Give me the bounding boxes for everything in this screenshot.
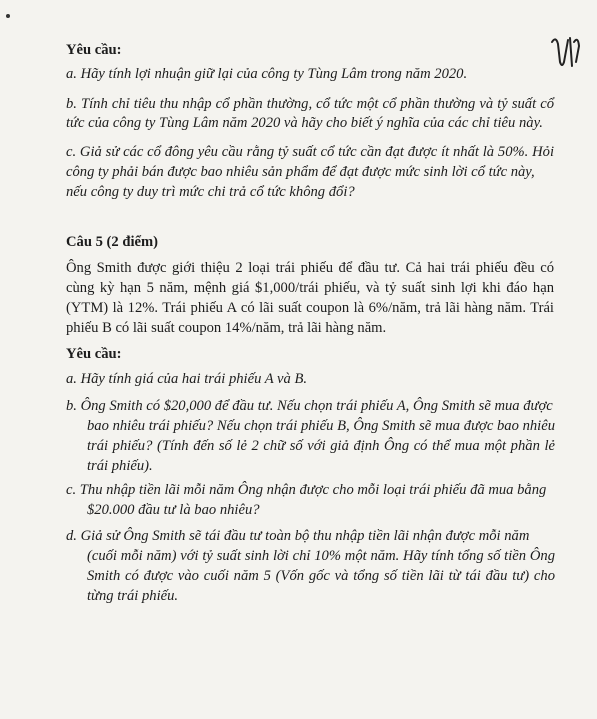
top-item-a: a. Hãy tính lợi nhuận giữ lại của công ty Tùng Lâm trong năm 2020. bbox=[66, 66, 468, 82]
q5-paragraph-line2: cùng kỳ hạn 5 năm, mệnh giá $1,000/trái phiếu, và tỷ suất sinh lợi khi đáo hạn bbox=[66, 280, 554, 296]
top-item-c-line1: c. Giả sử các cổ đông yêu cầu rằng tỷ suất cổ tức cần đạt được ít nhất là 50%. Hỏi bbox=[66, 144, 554, 160]
q5-item-b-line4: trái phiếu). bbox=[87, 458, 153, 474]
q5-heading: Yêu cầu: bbox=[66, 346, 122, 362]
top-item-b-line2: tức của công ty Tùng Lâm năm 2020 và hãy cho biết ý nghĩa của các chỉ tiêu này. bbox=[66, 115, 543, 131]
q5-item-c-line1: c. Thu nhập tiền lãi mỗi năm Ông nhận được cho mỗi loại trái phiếu đã mua bằng bbox=[66, 482, 547, 498]
question-5-title: Câu 5 (2 điểm) bbox=[66, 234, 159, 250]
q5-paragraph-line4: phiếu B có lãi suất coupon 14%/năm, trả lãi hàng năm. bbox=[66, 320, 387, 336]
q5-item-b-line2: bao nhiêu trái phiếu? Nếu chọn trái phiếu B, Ông Smith sẽ mua được bao nhiêu bbox=[87, 418, 555, 434]
top-item-c-line2: công ty phải bán được bao nhiêu sản phẩm để đạt được mức sinh lời cổ tức này, bbox=[66, 164, 535, 180]
q5-item-b-line3: trái phiếu? (Tính đến số lẻ 2 chữ số với giả định Ông có thể mua một phần lẻ bbox=[87, 438, 555, 454]
q5-item-d-line4: từng trái phiếu. bbox=[87, 588, 179, 604]
q5-item-b-line1: b. Ông Smith có $20,000 để đầu tư. Nếu chọn trái phiếu A, Ông Smith sẽ mua được bbox=[66, 398, 553, 414]
q5-item-c-line2: $20.000 đầu tư là bao nhiêu? bbox=[87, 502, 260, 518]
q5-paragraph-line1: Ông Smith được giới thiệu 2 loại trái phiếu để đầu tư. Cả hai trái phiếu đều có bbox=[66, 260, 554, 276]
q5-item-d-line1: d. Giả sử Ông Smith sẽ tái đầu tư toàn bộ thu nhập tiền lãi nhận được mỗi năm bbox=[66, 528, 530, 544]
top-item-c-line3: nếu công ty duy trì mức chi trả cổ tức không đổi? bbox=[66, 184, 355, 200]
top-heading: Yêu cầu: bbox=[66, 42, 122, 58]
q5-item-d-line2: (cuối mỗi năm) với tỷ suất sinh lời chỉ 10% một năm. Hãy tính tổng số tiền Ông bbox=[87, 548, 555, 564]
top-item-b-line1: b. Tính chỉ tiêu thu nhập cổ phần thường, cổ tức một cổ phần thường và tỷ suất cổ bbox=[66, 96, 554, 112]
q5-paragraph-line3: (YTM) là 12%. Trái phiếu A có lãi suất coupon là 6%/năm, trả lãi hàng năm. Trái bbox=[66, 300, 554, 316]
q5-item-a: a. Hãy tính giá của hai trái phiếu A và B. bbox=[66, 371, 308, 387]
scan-dot bbox=[6, 14, 10, 18]
q5-item-d-line3: Smith có được vào cuối năm 5 (Vốn gốc và tổng số tiền lãi từ tái đầu tư) cho bbox=[87, 568, 555, 584]
handwritten-mark bbox=[548, 32, 584, 72]
